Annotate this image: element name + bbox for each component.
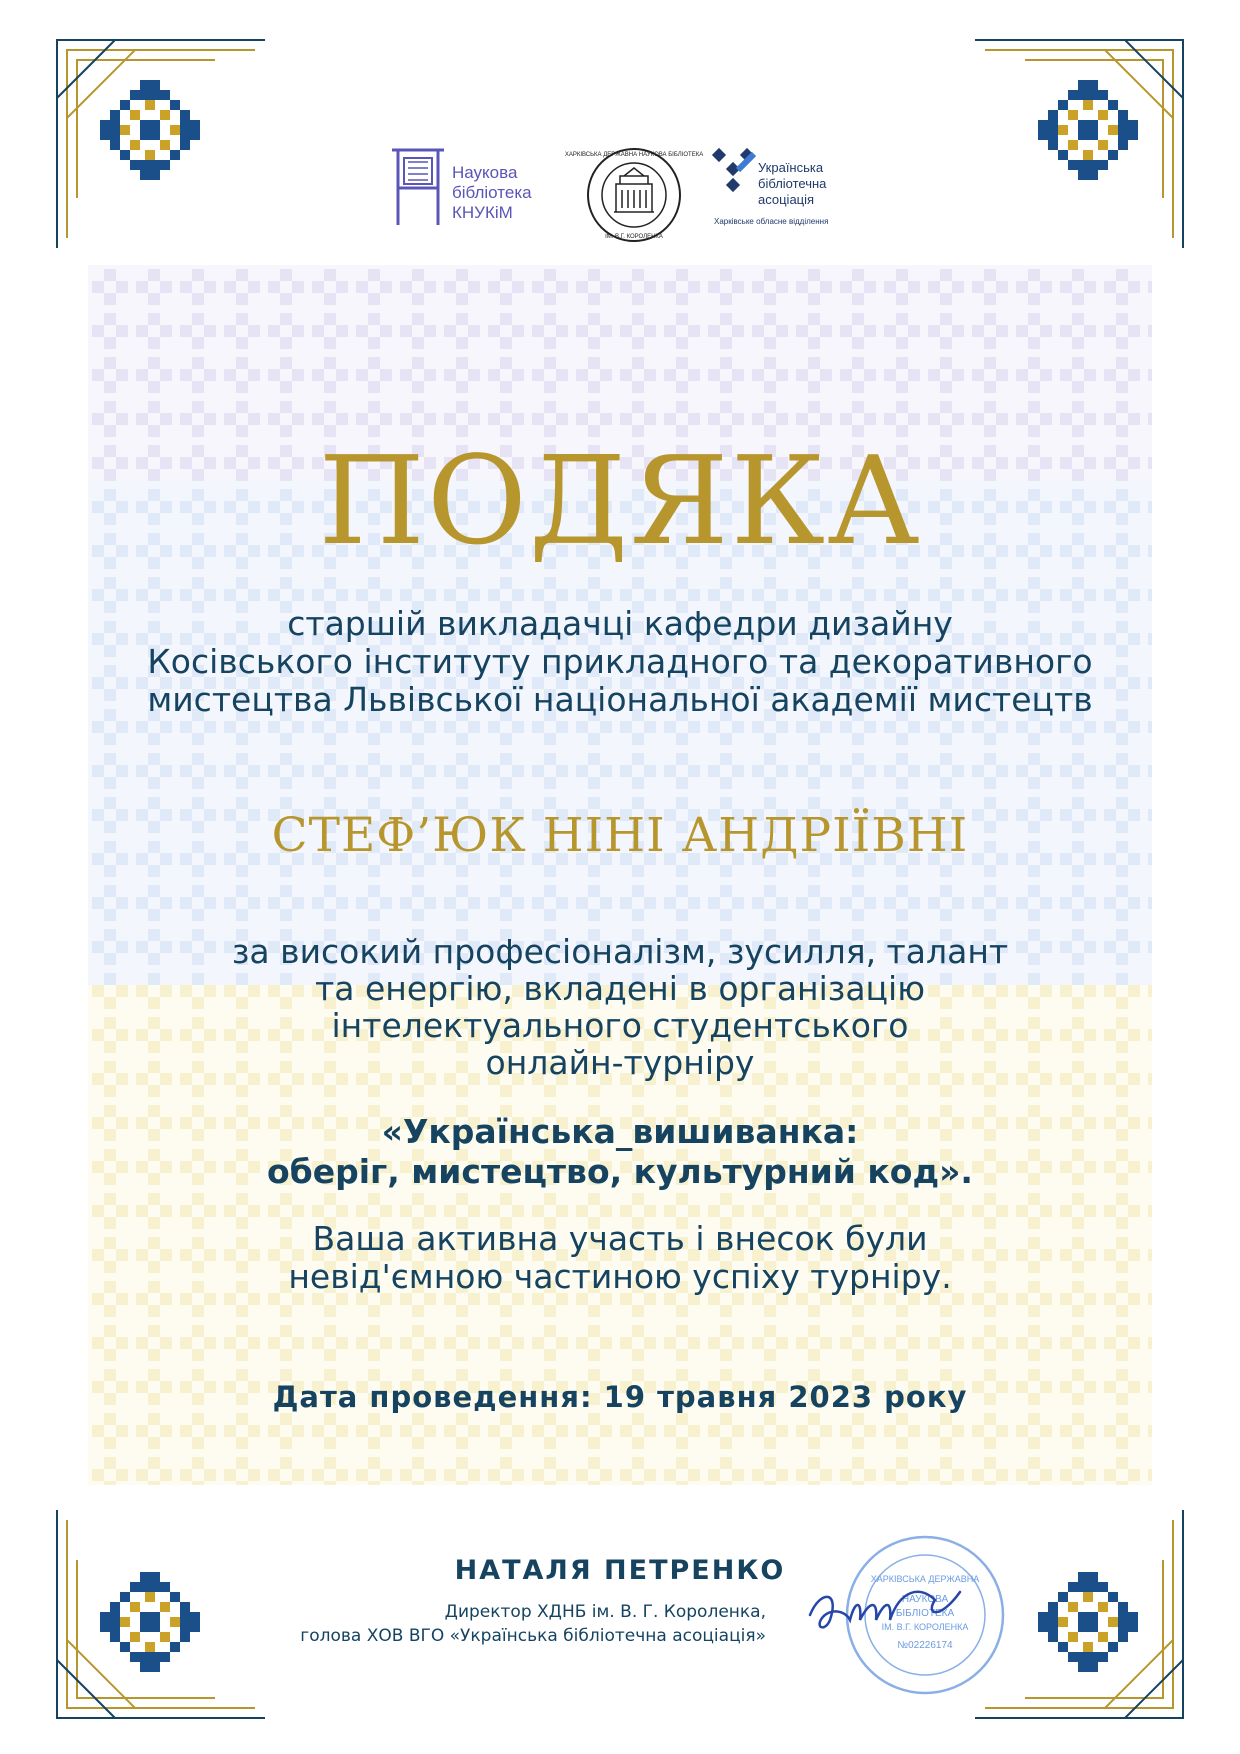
svg-text:ХАРКІВСЬКА ДЕРЖАВНА НАУКОВА БІ: ХАРКІВСЬКА ДЕРЖАВНА НАУКОВА БІБЛІОТЕКА (564, 152, 704, 158)
recipient-name: СТЕФ’ЮК НІНІ АНДРІЇВНІ (271, 808, 969, 863)
handwritten-signature (800, 1570, 970, 1650)
svg-text:Харківське обласне відділення: Харківське обласне відділення (714, 217, 829, 226)
position-line: мистецтва Львівської національної академії мистецтв (147, 680, 1093, 719)
svg-text:№02226174: №02226174 (897, 1640, 953, 1651)
reason-line: за високий професіоналізм, зусилля, талант (231, 932, 1009, 971)
svg-text:НАУКОВА: НАУКОВА (901, 1594, 949, 1605)
recipient-position (0, 605, 1240, 719)
svg-text:Українська: Українська (758, 160, 824, 175)
thanks-line: Ваша активна участь і внесок були (312, 1219, 928, 1258)
event-line: «Українська_вишиванка: (381, 1112, 859, 1151)
svg-text:бібліотечна: бібліотечна (758, 176, 827, 191)
svg-text:ХАРКІВСЬКА ДЕРЖАВНА: ХАРКІВСЬКА ДЕРЖАВНА (870, 1574, 980, 1584)
event-name (0, 1112, 1240, 1192)
knukim-library-logo (388, 140, 568, 250)
signer-title (200, 1600, 766, 1648)
signer-title-line: голова ХОВ ВГО «Українська бібліотечна асоціація» (300, 1626, 766, 1646)
signer-name: НАТАЛЯ ПЕТРЕНКО (454, 1555, 786, 1586)
reason-line: та енергію, вкладені в організацію (315, 969, 925, 1008)
ukrainian-library-association-logo (706, 140, 856, 250)
event-date: Дата проведення: 19 травня 2023 року (272, 1380, 968, 1414)
svg-text:КНУКіМ: КНУКіМ (452, 203, 513, 222)
svg-text:Наукова: Наукова (452, 163, 518, 182)
svg-text:ІМ. В.Г. КОРОЛЕНКА: ІМ. В.Г. КОРОЛЕНКА (605, 234, 663, 240)
partner-logos (0, 140, 1240, 250)
signer-title-line: Директор ХДНБ ім. В. Г. Короленка, (444, 1602, 766, 1622)
thanks-line: невід'ємною частиною успіху турніру. (288, 1257, 952, 1296)
position-line: старшій викладачці кафедри дизайну (287, 604, 953, 643)
event-line: оберіг, мистецтво, культурний код». (267, 1152, 973, 1191)
svg-text:ІМ. В.Г. КОРОЛЕНКА: ІМ. В.Г. КОРОЛЕНКА (881, 1622, 969, 1632)
position-line: Косівського інституту прикладного та декоративного (147, 642, 1093, 681)
svg-text:БІБЛІОТЕКА: БІБЛІОТЕКА (895, 1608, 955, 1619)
gratitude-reason (0, 933, 1240, 1081)
reason-line: інтелектуального студентського (331, 1006, 909, 1045)
embroidery-ornament-icon (100, 1572, 200, 1672)
svg-text:асоціація: асоціація (758, 192, 815, 207)
korolenko-library-emblem (564, 140, 704, 250)
reason-line: онлайн-турніру (485, 1043, 755, 1082)
certificate-title: ПОДЯКА (318, 430, 922, 572)
thanks-text (0, 1220, 1240, 1296)
svg-text:бібліотека: бібліотека (452, 183, 532, 202)
embroidery-ornament-icon (1038, 1572, 1138, 1672)
